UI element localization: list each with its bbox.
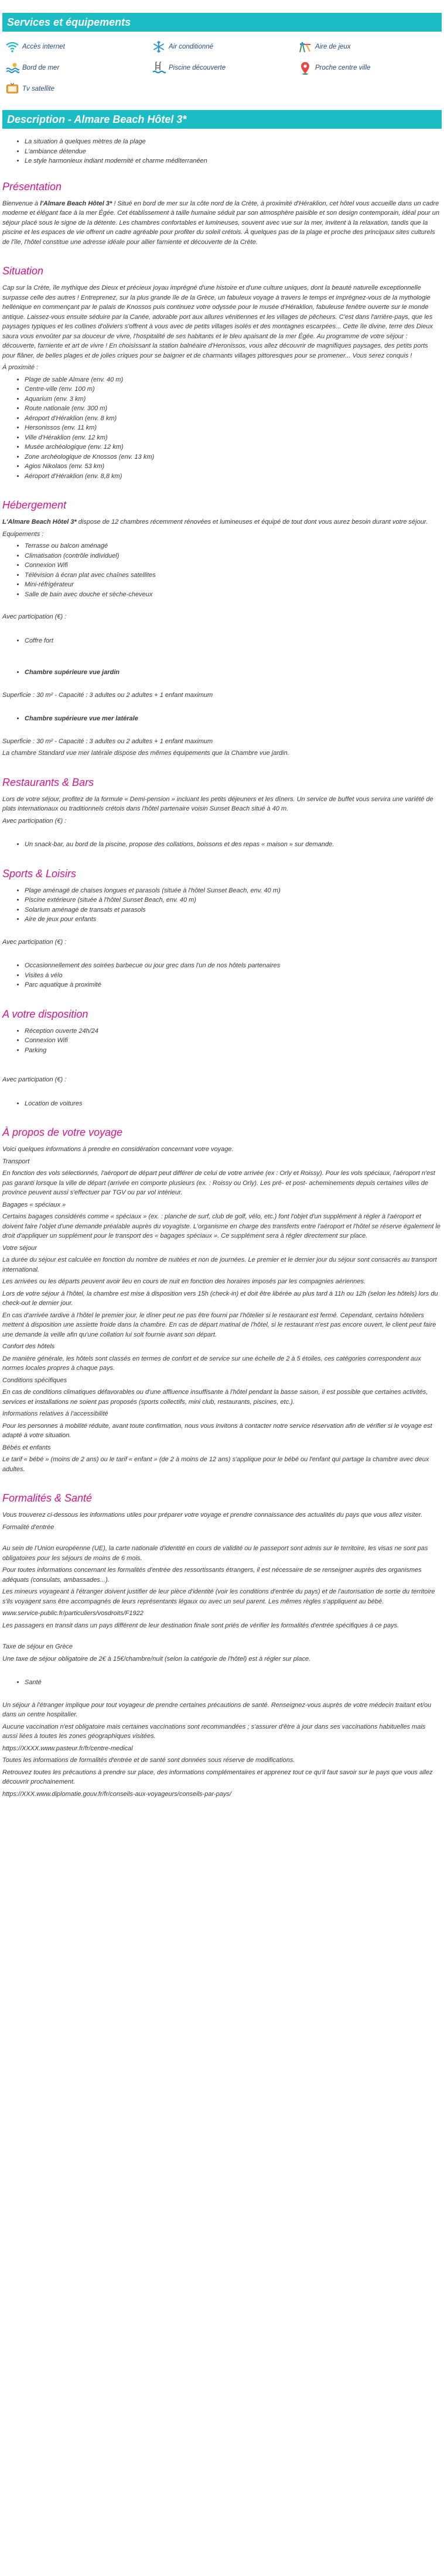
amenity-label: Tv satellite (22, 85, 54, 92)
paragraph: Toutes les informations de formalités d'entrée et de santé sont données sous réserve de modifications. (2, 1757, 295, 1764)
paragraph: Confort des hôtels (2, 1343, 55, 1350)
amenity-pool (149, 57, 295, 78)
hebergement-text (2, 517, 442, 527)
services-banner: Services et équipements (2, 13, 442, 32)
amenity-label: Bord de mer (22, 64, 60, 71)
list-item: • Visites à vélo (25, 971, 442, 981)
paragraph: Vous trouverez ci-dessous les informations utiles pour préparer votre voyage et prendre connaissance des actualités du pays que vous allez visiter. (2, 1512, 423, 1519)
list-item: • Plage de sable Almare (env. 40 m) (25, 375, 442, 385)
paragraph: Transport (2, 1158, 30, 1165)
highlights-list (2, 137, 442, 166)
diplomatie-link[interactable]: https://XXX.www.diplomatie.gouv.fr/fr/conseils-aux-voyageurs/conseils-par-pays/ (2, 1790, 231, 1798)
list-item: • Parc aquatique à proximité (25, 980, 442, 990)
paid-list (2, 961, 442, 990)
paragraph: Le tarif « bébé » (moins de 2 ans) ou le tarif « enfant » (de 2 à moins de 12 ans) s'applique pour le bébé ou l'enfant qui partage la chambre avec deux adultes. (2, 1456, 429, 1473)
list-item: • Terrasse ou balcon aménagé (25, 541, 442, 551)
list-item: • Coffre fort (25, 636, 442, 646)
presentation-title: Présentation (2, 180, 62, 193)
list-item: • Route nationale (env. 300 m) (25, 404, 442, 414)
restaurants-title: Restaurants & Bars (2, 776, 94, 788)
apropos-title: À propos de votre voyage (2, 1126, 123, 1138)
amenity-seaside (2, 57, 149, 78)
paragraph: Au sein de l'Union européenne (UE), la carte nationale d'identité en cours de validité ou le passeport sont admis sur le territoire, les visas ne sont pas obligatoires pour les séjours de moins de 6 mois. (2, 1545, 428, 1562)
pool-icon (149, 61, 169, 75)
paid-label: Avec participation (€) : (2, 1076, 67, 1083)
amenities-grid (2, 32, 442, 99)
link-text[interactable] (2, 1790, 442, 1799)
paragraph: Votre séjour (2, 1244, 37, 1252)
list-item: • Connexion Wifi (25, 1036, 442, 1046)
paragraph: Pour les personnes à mobilité réduite, avant toute confirmation, nous vous invitons à contacter notre service réservation afin de vérifier si le voyage est adapté à votre situation. (2, 1422, 432, 1439)
wifi-icon (2, 40, 22, 54)
list-item: • Télévision à écran plat avec chaînes satellites (25, 571, 442, 581)
presentation-text (2, 199, 442, 248)
paragraph: Informations relatives à l'accessibilité (2, 1410, 108, 1417)
list-item: • Aéroport d'Héraklion (env. 8,8 km) (25, 472, 442, 482)
paragraph: En fonction des vols sélectionnés, l'aéroport de départ peut différer de celui de votre arrivée (ex : Orly et Roissy). Pour les vols spéciaux, l'aéroport n'est pas garanti lorsque la ville de départ (arrivée en comporte plusieurs (ex. : Roissy ou Orly). Les pré- et post- acheminements depuis certaines villes de province peuvent aussi s'effectuer par TGV ou par vol intérieur. (2, 1170, 435, 1196)
playground-icon (295, 40, 315, 54)
list-item: • Ville d'Héraklion (env. 12 km) (25, 433, 442, 443)
list-item: • Connexion Wifi (25, 561, 442, 571)
amenity-label: Accès internet (22, 43, 65, 50)
room-name-text: Chambre supérieure vue mer latérale (25, 715, 138, 722)
paragraph: Pour toutes informations concernant les formalités d'entrée des ressortissants étrangers, il est nécessaire de se renseigner auprès des organismes adéquats (consulats, ambassades...). (2, 1567, 422, 1584)
disposition-list (2, 1026, 442, 1056)
paid-list (2, 1099, 442, 1109)
sports-title: Sports & Loisirs (2, 867, 77, 880)
room-list (2, 668, 442, 678)
formalites-body (2, 1510, 442, 1799)
list-item: • Réception ouverte 24h/24 (25, 1026, 442, 1036)
amenity-label: Piscine découverte (168, 64, 226, 71)
tv-icon (2, 82, 22, 96)
paid-list (2, 636, 442, 646)
paragraph: Certains bagages considérés comme « spéciaux » (ex. : planche de surf, club de golf, vélo, etc.) font l'objet d'un supplément à régler à l'aéroport et doivent faire l'objet d'une demande préalable auprès du voyagiste. L'organisme en charge des transferts entre l'aéroport et l'hôtel se réserve également le droit d'appliquer un supplément pour le transport des « bagages spéciaux ». Ce supplément sera à régler directement sur place. (2, 1213, 440, 1239)
list-item: • Plage aménagé de chaises longues et parasols (située à l'hôtel Sunset Beach, env. 40 m) (25, 886, 442, 896)
paragraph: Retrouvez toutes les précautions à prendre sur place, des informations complémentaires et apprenez tout ce qu'il faut savoir sur le pays que vous allez découvrir prochainement. (2, 1768, 433, 1785)
room-name (25, 668, 442, 678)
list-item: • Mini-réfrigérateur (25, 580, 442, 590)
list-item: • Centre-ville (env. 100 m) (25, 384, 442, 394)
location-pin-icon (295, 61, 315, 75)
equipments-label: Equipements : (2, 530, 44, 538)
description-banner: Description - Almare Beach Hôtel 3* (2, 110, 442, 129)
list-item: • Santé (25, 1678, 442, 1688)
room-details: Superficie : 30 m² - Capacité : 3 adultes ou 2 adultes + 1 enfant maximum (2, 691, 213, 699)
pasteur-link[interactable]: https://XXXX.www.pasteur.fr/fr/centre-medical (2, 1744, 133, 1752)
text-span: dispose de 12 chambres récemment rénovées et lumineuses et équipé de tout dont vous aurez besoin durant votre séjour. (76, 518, 428, 525)
amenity-city-center (295, 57, 442, 78)
amenity-aircon (149, 36, 295, 57)
paragraph: Formalité d'entrée (2, 1523, 54, 1531)
room-name (25, 714, 442, 724)
paragraph: Aucune vaccination n'est obligatoire mais certaines vaccinations sont recommandées ; s'assurer d'être à jour dans ses vaccinations habituelles mais aussi liées à toutes les zones géographiques visitées. (2, 1723, 426, 1740)
list-item: • Zone archéologique de Knossos (env. 13 km) (25, 452, 442, 462)
paid-label: Avec participation (€) : (2, 817, 67, 825)
list-item: • Musée archéologique (env. 12 km) (25, 442, 442, 452)
sante-list (2, 1678, 442, 1688)
link-text[interactable] (2, 1744, 442, 1754)
proximity-list (2, 375, 442, 482)
paid-list (2, 840, 442, 850)
hebergement-title: Hébergement (2, 499, 67, 511)
hotel-name: L'Almare Beach Hôtel 3* (2, 518, 77, 525)
amenity-label: Proche centre ville (315, 64, 371, 71)
amenity-label: Aire de jeux (315, 43, 351, 50)
paragraph: De manière générale, les hôtels sont classés en termes de confort et de service sur une échelle de 2 à 5 étoiles, ces catégories correspondent aux normes locales propres à chaque pays. (2, 1355, 421, 1372)
list-item: • Un snack-bar, au bord de la piscine, propose des collations, boissons et des repas « maison » sur demande. (25, 840, 442, 850)
amenity-tv (2, 78, 149, 99)
paid-label: Avec participation (€) : (2, 938, 67, 946)
list-item: • Hersonissos (env. 11 km) (25, 423, 442, 433)
waves-icon (2, 61, 22, 75)
list-item: • Salle de bain avec douche et sèche-cheveux (25, 590, 442, 600)
restaurants-text: Lors de votre séjour, profitez de la formule « Demi-pension » incluant les petits déjeuners et les dîners. Un service de buffet vous servira une variété de plats internationaux ou traditionnels crétois dans l'hôtel partenaire voisin Sunset Beach situé à 40 m. (2, 795, 433, 812)
paragraph: En cas de conditions climatiques défavorables ou d'une affluence insuffisante à l'hôtel pendant la basse saison, il est possible que certaines activités, services et installations ne soient pas proposés (sports collectifs, mini club, restaurants, piscines, etc.). (2, 1389, 428, 1406)
list-item: • Parking (25, 1046, 442, 1056)
list-item: • Location de voitures (25, 1099, 442, 1109)
paragraph: En cas d'arrivée tardive à l'hôtel le premier jour, le dîner peut ne pas être fourni par l'hôtelier si le restaurant est fermé. Cependant, certains hôteliers mettent à disposition une assiette froide dans la chambre. En cas de départ matinal de l'hôtel, si le restaurant n'est pas encore ouvert, le client peut faire une demande la veille afin qu'une collation lui soit fournie avant son départ. (2, 1311, 436, 1338)
amenity-internet (2, 36, 149, 57)
list-item: • Climatisation (contrôle individuel) (25, 551, 442, 561)
disposition-title: A votre disposition (2, 1008, 88, 1020)
paragraph: Bagages « spéciaux » (2, 1201, 66, 1208)
list-item: • La situation à quelques mètres de la plage (25, 137, 442, 147)
proximity-label: À proximité : (2, 364, 39, 371)
room-details: Superficie : 30 m² - Capacité : 3 adultes ou 2 adultes + 1 enfant maximum (2, 737, 213, 745)
list-item: • Occasionnellement des soirées barbecue ou jour grec dans l'un de nos hôtels partenaires (25, 961, 442, 971)
snowflake-icon (149, 40, 169, 54)
amenity-label: Air conditionné (168, 43, 214, 50)
page (0, 13, 444, 1806)
room-name-text: Chambre supérieure vue jardin (25, 669, 119, 676)
paragraph: Voici quelques informations à prendre en considération concernant votre voyage. (2, 1146, 234, 1153)
list-item: • Aire de jeux pour enfants (25, 915, 442, 925)
service-public-link[interactable]: www.service-public.fr/particuliers/vosdroits/F1922 (2, 1610, 144, 1617)
list-item: • Le style harmonieux indiant modernité et charme méditerranéen (25, 156, 442, 166)
paragraph: Conditions spécifiques (2, 1376, 67, 1384)
equipments-list (2, 541, 442, 599)
room-note: La chambre Standard vue mer latérale dispose des mêmes équipements que la Chambre vue jardin. (2, 750, 289, 757)
list-item: • Solarium aménagé de transats et parasols (25, 905, 442, 915)
text-span: ! Situé en bord de mer sur la côte nord de la Crète, à proximité d'Héraklion, cet hôtel vous accueille dans un cadre moderne et élégant face à la mer Égée. Cet établissement à taille humaine séduit par son atmosphère paisible et son design contemporain, idéal pour un séjour placé sous le signe de la détente. Les chambres confortables et lumineuses, souvent avec vue sur la mer, invitent à la relaxation, tandis que la piscine et les espaces de vie offrent un cadre agréable pour profiter du soleil crétois. À quelques pas de la plage et proche des principaux sites culturels de l'île, l'hôtel constitue une adresse idéale pour allier farniente et découverte de la Crète. (2, 200, 440, 246)
paid-label: Avec participation (€) : (2, 613, 67, 620)
hotel-name: l'Almare Beach Hôtel 3* (40, 200, 112, 207)
paragraph: Bébés et enfants (2, 1444, 51, 1451)
paragraph: Les passagers en transit dans un pays différent de leur destination finale sont priés de vérifier les formalités d'entrée spécifiques à ce pays. (2, 1622, 399, 1629)
room-list (2, 714, 442, 724)
list-item: • Agios Nikolaos (env. 53 km) (25, 462, 442, 472)
situation-text: Cap sur la Crète, île mythique des Dieux et précieux joyau imprégné d'une histoire et d'une culture uniques, dont la beauté naturelle exceptionnelle surpasse celle des autres ! Entreprenez, sur la plus grande île de la Grèce, un fabuleux voyage à travers le temps et imprégnez-vous de la mythologie hellénique en commençant par le palais de Knossos puis continuez votre odyssée pour le musée d'Héraklion, fabuleuse fenêtre ouverte sur le monde antique. Laissez-vous ensuite séduire par la Canée, adorable port aux allures vénitiennes et les villages de pêcheurs. C'est dans l'arrière-pays, que les paysages typiques et les collines d'oliviers s'offrent à vous avec de petits villages isolés et des montagnes escarpées... Cette île divine, terre des Dieux saura vous envoûter par sa douceur de vivre, l'hospitalité de ses habitants et le bleu apaisant de la mer Égée. Au programme de votre séjour : découverte, farniente et art de vivre ! En choisissant la station balnéaire d'Heronissos, vous allez découvrir de magnifiques paysages, des petits ports pour flâner, de belles plages et de jolies criques pour se baigner et de charmants villages pittoresques pour se promener... Vous serez conquis ! (2, 284, 433, 359)
paragraph: Taxe de séjour en Grèce (2, 1643, 73, 1650)
list-item: • Aquarium (env. 3 km) (25, 394, 442, 404)
paragraph: Une taxe de séjour obligatoire de 2€ à 15€/chambre/nuit (selon la catégorie de l'hôtel) est à régler sur place. (2, 1655, 311, 1663)
situation-title: Situation (2, 265, 44, 277)
list-item: • Piscine extérieure (située à l'hôtel Sunset Beach, env. 40 m) (25, 895, 442, 905)
paragraph: Les arrivées ou les départs peuvent avoir lieu en cours de nuit en fonction des horaires imposés par les compagnies aériennes. (2, 1278, 366, 1285)
apropos-body (2, 1145, 442, 1474)
paragraph: Lors de votre séjour à l'hôtel, la chambre est mise à disposition vers 15h (check-in) et doit être libérée au plus tard à 11h ou 12h (selon les hôtels) lors du check-out le dernier jour. (2, 1290, 438, 1307)
link-text[interactable] (2, 1609, 442, 1619)
formalites-title: Formalités & Santé (2, 1492, 93, 1504)
list-item: • L'ambiance détendue (25, 147, 442, 157)
paragraph: La durée du séjour est calculée en fonction du nombre de nuitées et non de journées. Le premier et le dernier jour du séjour sont consacrés au transport international. (2, 1256, 437, 1273)
text-span: Bienvenue à (2, 200, 40, 207)
sports-list (2, 886, 442, 925)
list-item: • Aéroport d'Héraklion (env. 8 km) (25, 414, 442, 424)
paragraph: Les mineurs voyageant à l'étranger doivent justifier de leur pièce d'identité (voir les conditions d'entrée du pays) et de l'autorisation de sortie du territoire s'ils voyagent sans être accompagnés de leurs représentants légaux ou avec un seul parent. Les mêmes règles s'appliquent au bébé. (2, 1588, 435, 1605)
paragraph: Un séjour à l'étranger implique pour tout voyageur de prendre certaines précautions de santé. Renseignez-vous auprès de votre médecin traitant et/ou dans un centre hospitalier. (2, 1701, 432, 1718)
amenity-playground (295, 36, 442, 57)
